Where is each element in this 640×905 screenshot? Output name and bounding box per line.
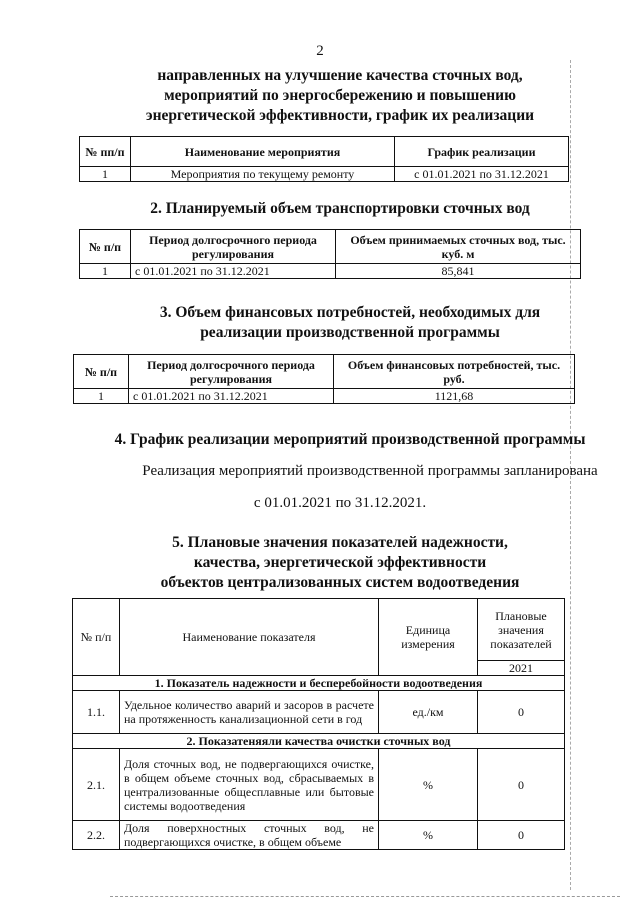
table-row	[73, 691, 565, 734]
cell: с 01.01.2021 по 31.12.2021	[129, 389, 334, 404]
cell: Доля поверхностных сточных вод, не подвергающихся очистке, в общем объеме	[120, 821, 379, 850]
section-title-line: объектов централизованных систем водоотведения	[160, 574, 520, 591]
table-row	[80, 264, 581, 279]
year-header: 2021	[478, 661, 565, 676]
section-4-text: Реализация мероприятий производственной программы запланирована	[142, 463, 598, 479]
activities-table	[79, 136, 569, 182]
col-header: Наименование показателя	[120, 599, 379, 676]
cell: 1	[80, 264, 131, 279]
section-4-dates: с 01.01.2021 по 31.12.2021.	[253, 495, 427, 511]
col-header: № п/п	[73, 599, 120, 676]
section-title-line: 5. Плановые значения показателей надежности,	[172, 534, 508, 551]
page-number: 2	[316, 43, 324, 59]
intro-heading-line: направленных на улучшение качества сточных вод,	[157, 67, 523, 84]
cell: с 01.01.2021 по 31.12.2021	[395, 167, 569, 182]
cell: 1121,68	[334, 389, 575, 404]
cell: 2.2.	[73, 821, 120, 850]
col-header: Плановые значения показателей	[478, 599, 565, 661]
group-header: 1. Показатель надежности и бесперебойности водоотведения	[73, 676, 565, 691]
section-title-line: 3. Объем финансовых потребностей, необходимых для	[159, 304, 541, 321]
financial-needs-table	[73, 354, 575, 404]
scan-artifact-line	[110, 896, 620, 897]
group-header: 2. Показатеняяли качества очистки сточных вод	[73, 734, 565, 749]
intro-heading-line: энергетической эффективности, график их реализации	[145, 107, 535, 124]
col-header: Объем финансовых потребностей, тыс. руб.	[334, 355, 575, 389]
section-title-line: реализации производственной программы	[200, 324, 500, 341]
section-title-line: качества, энергетической эффективности	[193, 554, 487, 571]
col-header: № пп/п	[80, 137, 131, 167]
section-3-title	[0, 303, 640, 343]
cell: Доля сточных вод, не подвергающихся очистке, в общем объеме сточных вод, сбрасываемых в централизованные общесплавные или бытовые системы водоотведения	[120, 749, 379, 821]
cell: с 01.01.2021 по 31.12.2021	[131, 264, 336, 279]
col-header: Период долгосрочного периода регулирования	[129, 355, 334, 389]
section-5-title	[0, 533, 640, 593]
transport-volume-table	[79, 229, 581, 279]
section-2-title: 2. Планируемый объем транспортировки сточных вод	[150, 200, 530, 217]
col-header: График реализации	[395, 137, 569, 167]
table-row	[73, 749, 565, 821]
col-header: Объем принимаемых сточных вод, тыс. куб. м	[336, 230, 581, 264]
table-row	[80, 167, 569, 182]
indicators-table	[72, 598, 565, 850]
section-4-title: 4. График реализации мероприятий производственной программы	[114, 431, 586, 448]
intro-heading	[0, 66, 640, 126]
col-header: Период долгосрочного периода регулирования	[131, 230, 336, 264]
cell: ед./км	[379, 691, 478, 734]
cell: 0	[478, 691, 565, 734]
table-row	[74, 389, 575, 404]
col-header: № п/п	[80, 230, 131, 264]
cell: 85,841	[336, 264, 581, 279]
cell: 2.1.	[73, 749, 120, 821]
cell: 1.1.	[73, 691, 120, 734]
col-header: Наименование мероприятия	[131, 137, 395, 167]
cell: Мероприятия по текущему ремонту	[131, 167, 395, 182]
cell: 0	[478, 821, 565, 850]
cell: 1	[80, 167, 131, 182]
cell: %	[379, 821, 478, 850]
table-row	[73, 821, 565, 850]
cell: %	[379, 749, 478, 821]
cell: 1	[74, 389, 129, 404]
cell: Удельное количество аварий и засоров в расчете на протяженность канализационной сети в год	[120, 691, 379, 734]
col-header: Единица измерения	[379, 599, 478, 676]
cell: 0	[478, 749, 565, 821]
col-header: № п/п	[74, 355, 129, 389]
intro-heading-line: мероприятий по энергосбережению и повышению	[164, 87, 516, 104]
